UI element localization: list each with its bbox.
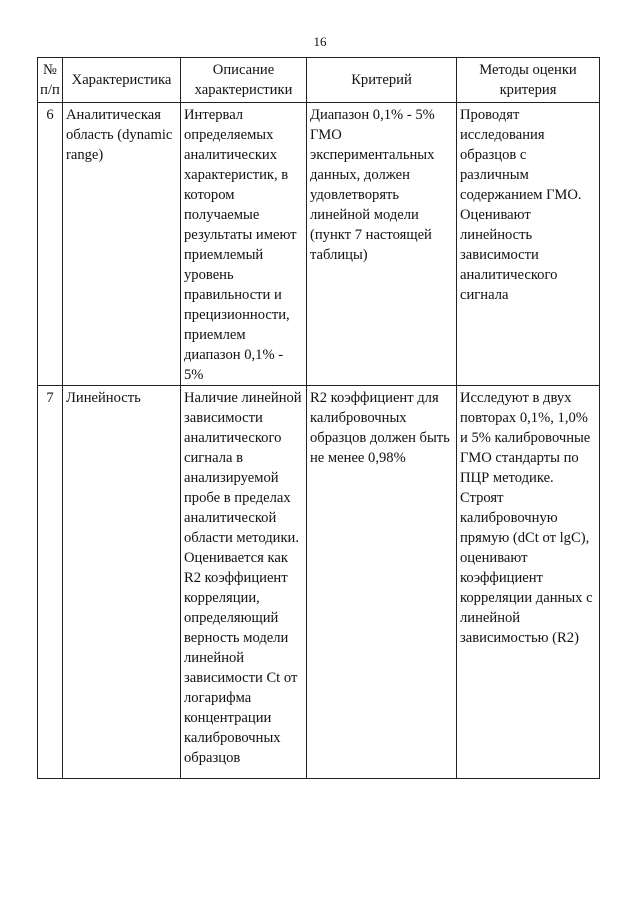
header-methods: Методы оценки критерия — [457, 58, 600, 103]
row-characteristic: Линейность — [63, 386, 181, 779]
header-characteristic: Характеристика — [63, 58, 181, 103]
row-criterion: R2 коэффициент для калибровочных образцов должен быть не менее 0,98% — [307, 386, 457, 779]
row-num: 7 — [38, 386, 63, 779]
row-description: Наличие линейной зависимости аналитического сигнала в анализируемой пробе в пределах аналитической области методики. Оценивается как R2 коэффициент корреляции, определяющий верность модели линейной зависимости Ct от логарифма концентрации калибровочных образцов — [181, 386, 307, 779]
characteristics-table — [37, 57, 600, 779]
row-num: 6 — [38, 103, 63, 386]
table-row — [38, 103, 600, 386]
table-header-row — [38, 58, 600, 103]
header-num: № п/п — [38, 58, 63, 103]
header-criterion: Критерий — [307, 58, 457, 103]
header-description: Описание характеристики — [181, 58, 307, 103]
page-number: 16 — [313, 34, 327, 49]
row-methods: Проводят исследования образцов с различным содержанием ГМО. Оценивают линейность зависимости аналитического сигнала — [457, 103, 600, 386]
table-row — [38, 386, 600, 779]
row-criterion: Диапазон 0,1% - 5% ГМО экспериментальных данных, должен удовлетворять линейной модели (пункт 7 настоящей таблицы) — [307, 103, 457, 386]
row-characteristic: Аналитическая область (dynamic range) — [63, 103, 181, 386]
row-methods: Исследуют в двух повторах 0,1%, 1,0% и 5% калибровочные ГМО стандарты по ПЦР методике. Строят калибровочную прямую (dCt от lgC), оценивают коэффициент корреляции данных с линейной зависимостью (R2) — [457, 386, 600, 779]
row-description: Интервал определяемых аналитических характеристик, в котором получаемые результаты имеют приемлемый уровень правильности и прецизионности, приемлем диапазон 0,1% - 5% — [181, 103, 307, 386]
